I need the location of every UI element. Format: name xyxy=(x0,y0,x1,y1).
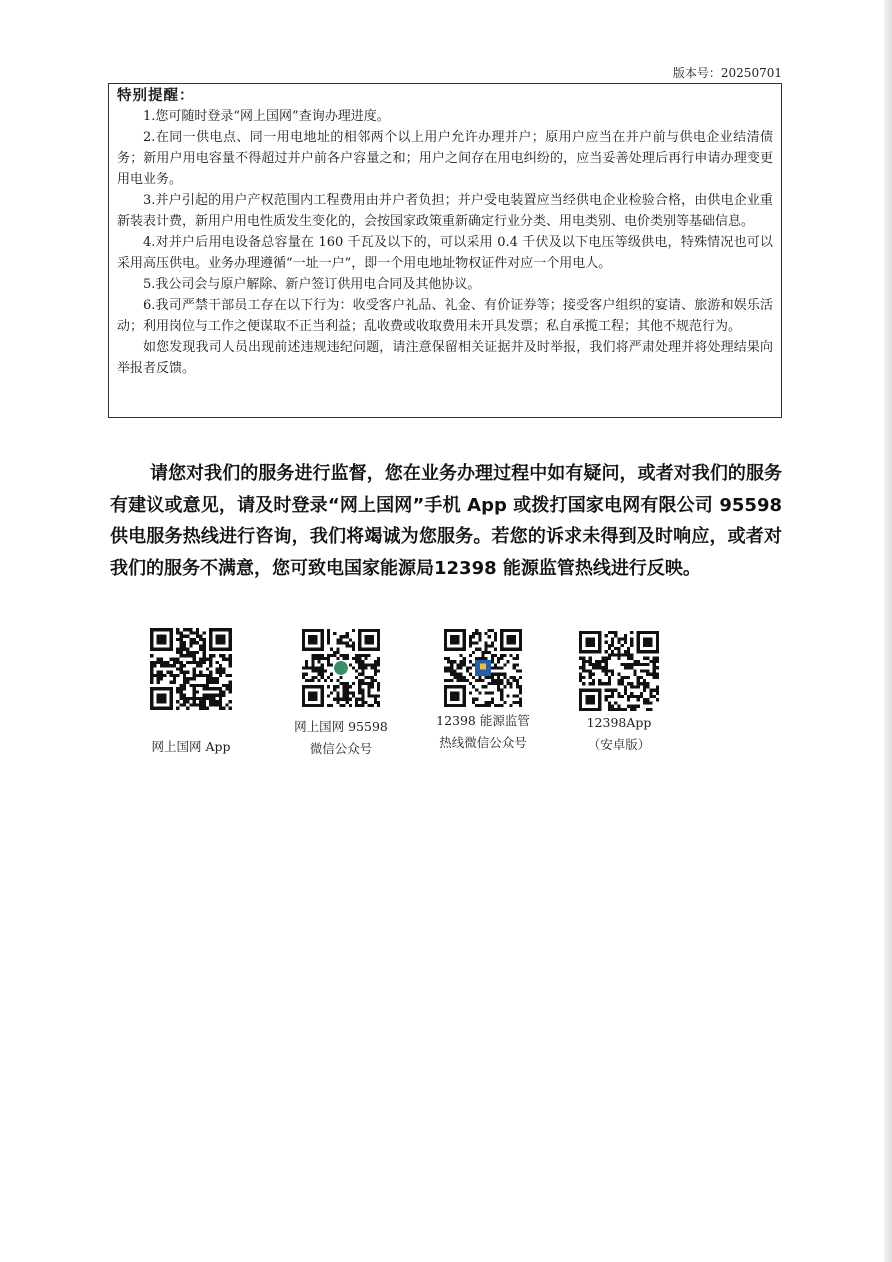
special-notice-box xyxy=(108,83,782,418)
version-number: 版本号：20250701 xyxy=(672,66,782,80)
qr-wsgw-app xyxy=(136,628,246,758)
qr-caption: 热线微信公众号 xyxy=(439,735,527,750)
qr-code-icon xyxy=(579,630,659,712)
qr-caption: 12398App xyxy=(586,715,652,730)
qr-caption: 网上国网 95598 xyxy=(294,719,388,734)
page-edge xyxy=(884,0,892,1262)
qr-12398-app xyxy=(564,630,674,756)
notice-item: 1.您可随时登录“网上国网”查询办理进度。 xyxy=(143,109,390,124)
qr-caption: 12398 能源监管 xyxy=(436,713,530,728)
qr-code-icon xyxy=(444,628,522,708)
notice-item: 5.我公司会与原户解除、新户签订供用电合同及其他协议。 xyxy=(143,277,481,292)
qr-code-icon xyxy=(150,628,232,710)
qr-caption: 网上国网 App xyxy=(151,739,231,754)
qr-caption: （安卓版） xyxy=(587,737,651,752)
notice-title: 特别提醒： xyxy=(117,87,195,104)
supervision-paragraph: 请您对我们的服务进行监督，您在业务办理过程中如有疑问，或者对我们的服务有建议或意见，请及时登录“网上国网”手机 App 或拨打国家电网有限公司 95598 供电服务热线进行咨询，我们将竭诚为您服务。若您的诉求未得到及时响应，或者对我们的服务不满意，您可致电国家能源局12398 能源监管热线进行反映。 xyxy=(110,463,782,579)
qr-code-icon xyxy=(302,628,380,708)
notice-item: 3.并户引起的用户产权范围内工程费用由并户者负担；并户受电装置应当经供电企业检验合格，由供电企业重新装表计费，新用户用电性质发生变化的，会按国家政策重新确定行业分类、用电类别、电价类别等基础信息。 xyxy=(117,193,773,229)
notice-item: 2.在同一供电点、同一用电地址的相邻两个以上用户允许办理并户；原用户应当在并户前与供电企业结清债务；新用户用电容量不得超过并户前各户容量之和；用户之间存在用电纠纷的，应当妥善处理后再行申请办理变更用电业务。 xyxy=(117,130,773,187)
notice-item: 如您发现我司人员出现前述违规违纪问题，请注意保留相关证据并及时举报，我们将严肃处理并将处理结果向举报者反馈。 xyxy=(117,340,773,376)
qr-12398-wechat xyxy=(428,628,538,754)
notice-item: 4.对并户后用电设备总容量在 160 千瓦及以下的，可以采用 0.4 千伏及以下电压等级供电，特殊情况也可以采用高压供电。业务办理遵循“一址一户”，即一个用电地址物权证件对应一个用电人。 xyxy=(117,235,773,271)
notice-item: 6.我司严禁干部员工存在以下行为：收受客户礼品、礼金、有价证券等；接受客户组织的宴请、旅游和娱乐活动；利用岗位与工作之便谋取不正当利益；乱收费或收取费用未开具发票；私自承揽工程；其他不规范行为。 xyxy=(117,298,773,334)
qr-caption: 微信公众号 xyxy=(309,741,373,756)
qr-wsgw-wechat xyxy=(286,628,396,760)
